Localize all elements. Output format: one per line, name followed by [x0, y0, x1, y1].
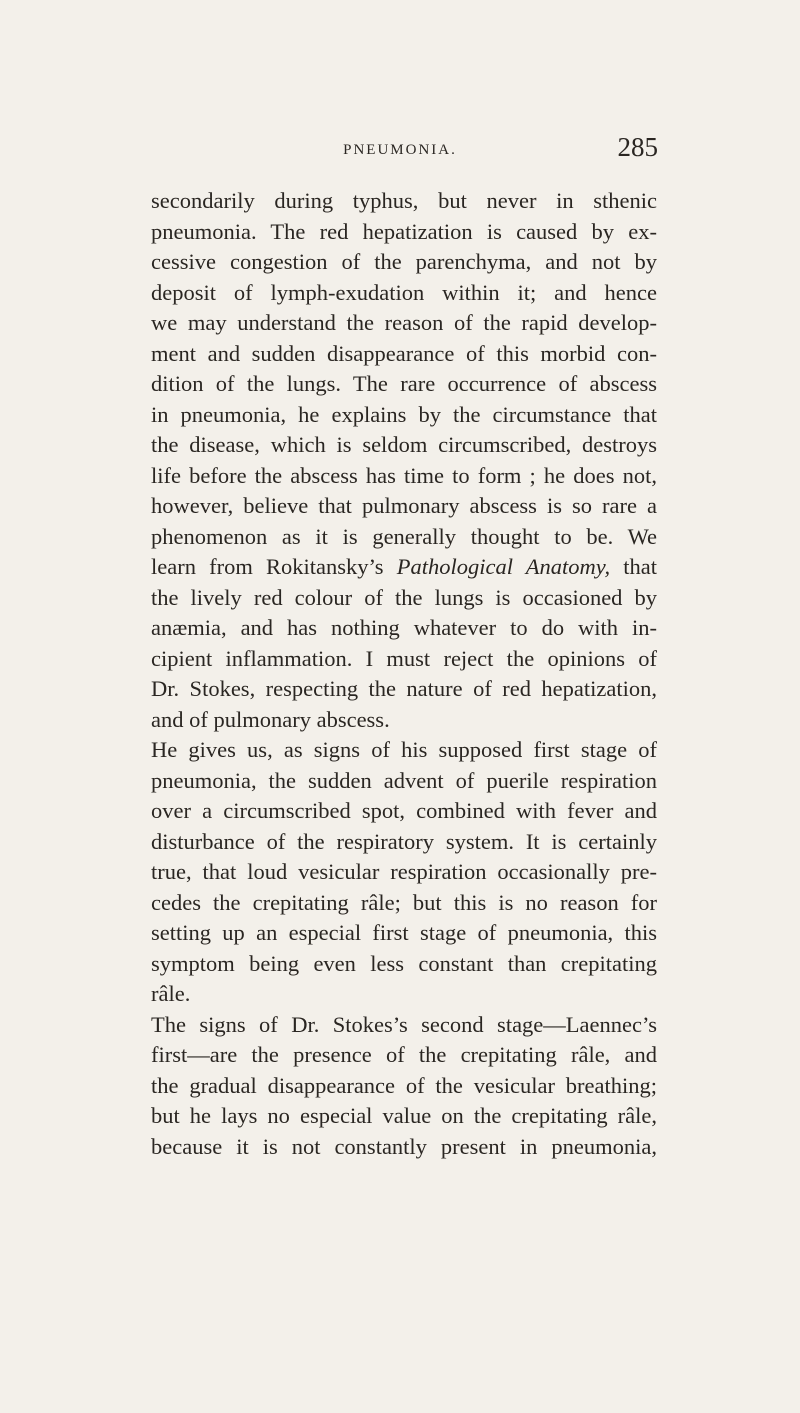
text-line: anæmia, and has nothing whatever to do with in- — [151, 615, 657, 640]
text-line: disturbance of the respiratory system. It is certainly — [151, 828, 657, 854]
text-line: secondarily during typhus, but never in sthenic — [151, 188, 657, 213]
text-line: but he lays no especial value on the crepitating râle, — [151, 1103, 657, 1128]
text-line: and of pulmonary abscess. — [151, 706, 390, 732]
text-line: pneumonia, the sudden advent of puerile respiration — [151, 767, 657, 793]
text-line: true, that loud vesicular respiration occasionally pre- — [151, 859, 657, 884]
text-line: cipient inflammation. I must reject the opinions of — [151, 645, 657, 671]
text-line: because it is not constantly present in pneumonia, — [151, 1133, 657, 1159]
text-line: setting up an especial first stage of pneumonia, this — [151, 920, 657, 945]
body-text — [151, 186, 657, 1162]
text-segment: that — [610, 554, 658, 579]
text-line: symptom being even less constant than crepitating — [151, 950, 657, 976]
book-title-italic: Pathological Anatomy, — [396, 554, 611, 579]
text-line: cedes the crepitating râle; but this is no reason for — [151, 889, 657, 915]
text-line: deposit of lymph-exudation within it; and hence — [151, 279, 657, 305]
text-line: phenomenon as it is generally thought to be. We — [151, 523, 657, 549]
text-line: dition of the lungs. The rare occurrence of abscess — [151, 371, 657, 396]
text-line: The signs of Dr. Stokes’s second stage—Laennec’s — [151, 1011, 657, 1037]
page-number: 285 — [617, 132, 658, 162]
running-head-title: PNEUMONIA. — [343, 142, 457, 158]
text-line: Dr. Stokes, respecting the nature of red hepatization, — [151, 676, 657, 701]
text-line: cessive congestion of the parenchyma, and not by — [151, 249, 657, 274]
running-head — [0, 130, 800, 170]
text-line: the disease, which is seldom circumscribed, destroys — [151, 432, 657, 457]
text-line: the lively red colour of the lungs is occasioned by — [151, 584, 657, 610]
paragraph-1 — [151, 186, 657, 735]
paragraph-2 — [151, 735, 657, 1010]
text-line: râle. — [151, 981, 191, 1006]
text-line: life before the abscess has time to form ; he does not, — [151, 462, 657, 488]
text-line: however, believe that pulmonary abscess is so rare a — [151, 493, 657, 518]
text-line-with-italic — [151, 552, 657, 583]
paragraph-3 — [151, 1010, 657, 1163]
text-line: He gives us, as signs of his supposed first stage of — [151, 737, 657, 762]
text-line: ment and sudden disappearance of this morbid con- — [151, 340, 657, 366]
text-line: over a circumscribed spot, combined with fever and — [151, 798, 657, 823]
text-line: the gradual disappearance of the vesicular breathing; — [151, 1072, 657, 1098]
text-line: we may understand the reason of the rapid develop- — [151, 310, 657, 335]
text-line: in pneumonia, he explains by the circumstance that — [151, 401, 657, 427]
text-line: pneumonia. The red hepatization is caused by ex- — [151, 218, 657, 244]
text-segment: learn from Rokitansky’s — [151, 554, 397, 579]
text-line: first—are the presence of the crepitating râle, and — [151, 1042, 657, 1067]
